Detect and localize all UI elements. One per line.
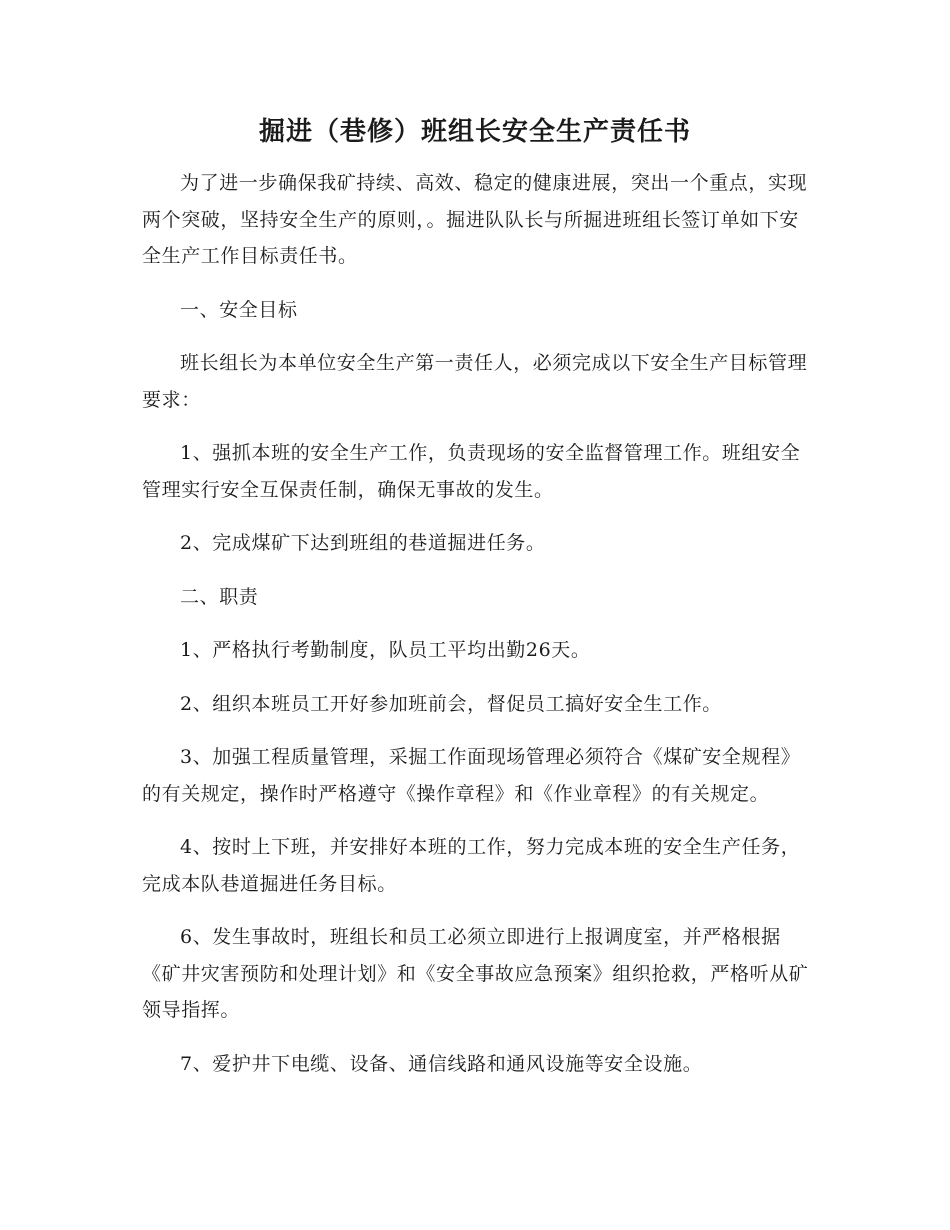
document-title: 掘进（巷修）班组长安全生产责任书 — [258, 117, 691, 147]
list-item-goal-2: 2、完成煤矿下达到班组的巷道掘进任务。 — [180, 532, 546, 554]
paragraph-responsibility: 班长组长为本单位安全生产第一责任人，必须完成以下安全生产目标管理要求： — [142, 352, 808, 411]
section-heading-safety-goals: 一、安全目标 — [180, 298, 298, 321]
list-item-duty-6: 6、发生事故时，班组长和员工必须立即进行上报调度室，并严格根据《矿井灾害预防和处理计划》和《安全事故应急预案》组织抢救，严格听从矿领导指挥。 — [142, 926, 809, 1021]
list-item-duty-7: 7、爱护井下电缆、设备、通信线路和通风设施等安全设施。 — [180, 1052, 703, 1075]
document-body — [142, 165, 810, 1099]
list-item-duty-1: 1、严格执行考勤制度，队员工平均出勤26天。 — [180, 639, 591, 661]
list-item-duty-2: 2、组织本班员工开好参加班前会，督促员工搞好安全生工作。 — [180, 692, 722, 715]
section-heading-duties: 二、职责 — [180, 585, 259, 608]
list-item-duty-3: 3、加强工程质量管理，采掘工作面现场管理必须符合《煤矿安全规程》的有关规定，操作时严格遵守《操作章程》和《作业章程》的有关规定。 — [142, 746, 801, 805]
list-item-goal-1: 1、强抓本班的安全生产工作，负责现场的安全监督管理工作。班组安全管理实行安全互保责任制，确保无事故的发生。 — [142, 442, 801, 501]
paragraph-intro: 为了进一步确保我矿持续、高效、稳定的健康进展，突出一个重点，实现两个突破，坚持安全生产的原则，。掘进队队长与所掘进班组长签订单如下安全生产工作目标责任书。 — [142, 172, 808, 267]
list-item-duty-4: 4、按时上下班，并安排好本班的工作，努力完成本班的安全生产任务，完成本队巷道掘进任务目标。 — [142, 836, 801, 895]
